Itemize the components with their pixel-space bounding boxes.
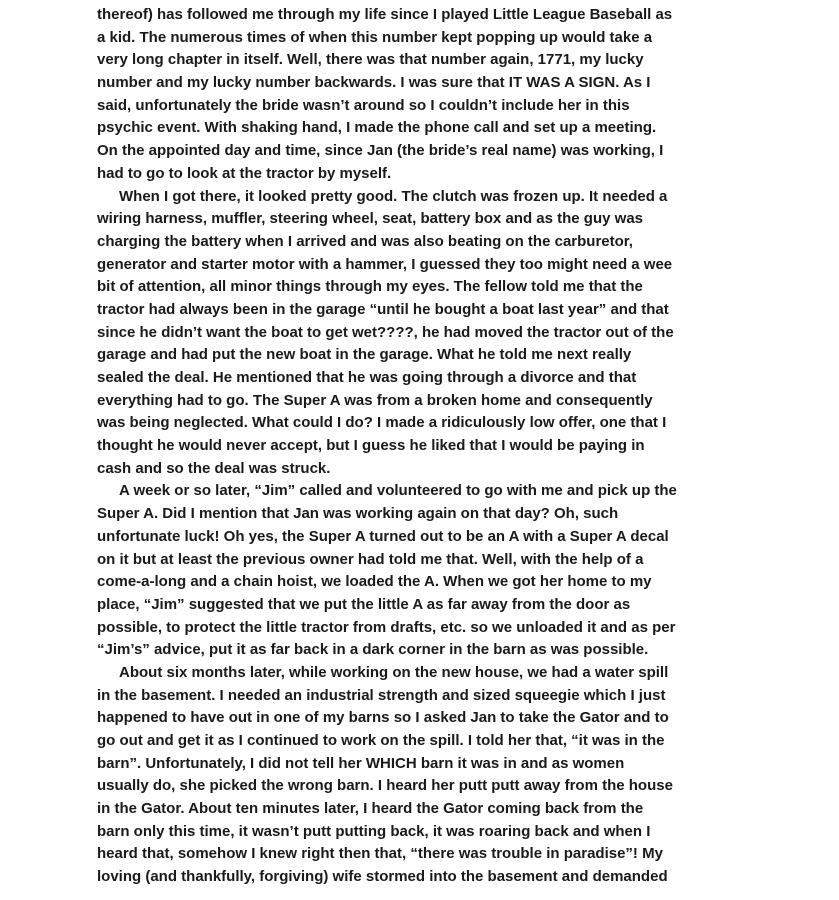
text-line: barn”. Unfortunately, I did not tell her WHICH barn it was in and as women bbox=[97, 754, 625, 772]
text-line: wiring harness, muffler, steering wheel, seat, battery box and as the guy was bbox=[97, 210, 643, 228]
text-line: in the basement. I needed an industrial strength and sized squeegie which I just bbox=[97, 686, 666, 704]
text-line: place, “Jim” suggested that we put the little A as far away from the door as bbox=[97, 595, 631, 613]
paragraph-first-line: A week or so later, “Jim” called and volunteered to go with me and pick up the bbox=[119, 482, 677, 500]
text-line: go out and get it as I continued to work on the spill. I told her that, “it was in the bbox=[97, 732, 665, 749]
text-line: On the appointed day and time, since Jan (the bride’s real name) was working, I bbox=[97, 142, 664, 160]
text-line: cash and so the deal was struck. bbox=[97, 459, 331, 477]
text-line: on it but at least the previous owner had told me that. Well, with the help of a bbox=[97, 550, 644, 568]
text-line: bit of attention, all minor things through my eyes. The fellow told me that the bbox=[97, 278, 643, 296]
text-line: thought he would never accept, but I guess he liked that I would be paying in bbox=[97, 437, 645, 455]
text-line: was being neglected. What could I do? I made a ridiculously low offer, one that I bbox=[97, 414, 667, 432]
text-line: come-a-long and a chain hoist, we loaded the A. When we got her home to my bbox=[97, 573, 652, 591]
text-line: everything had to go. The Super A was from a broken home and consequently bbox=[97, 391, 653, 409]
text-line: “Jim’s” advice, put it as far back in a dark corner in the barn as was possible. bbox=[97, 641, 649, 659]
text-line: had to go to look at the tractor by myself. bbox=[97, 164, 392, 182]
text-line: thereof) has followed me through my life since I played Little League Baseball as bbox=[97, 6, 673, 23]
text-line: psychic event. With shaking hand, I made the phone call and set up a meeting. bbox=[97, 119, 657, 137]
text-line: a kid. The numerous times of when this number kept popping up would take a bbox=[97, 28, 653, 46]
text-line: unfortunate luck! Oh yes, the Super A turned out to be an A with a Super A decal bbox=[97, 527, 669, 545]
body-text bbox=[97, 4, 767, 889]
text-line: generator and starter motor with a hammer, I guessed they too might need a wee bbox=[97, 255, 673, 273]
text-line: since he didn’t want the boat to get wet????, he had moved the tractor out of the bbox=[97, 323, 674, 341]
paragraph-first-line: About six months later, while working on the new house, we had a water spill bbox=[119, 663, 669, 681]
paragraph-first-line: When I got there, it looked pretty good. The clutch was frozen up. It needed a bbox=[119, 187, 668, 205]
text-line: tractor had always been in the garage “until he bought a boat last year” and that bbox=[97, 300, 669, 318]
text-line: charging the battery when I arrived and was also beating on the carburetor, bbox=[97, 232, 633, 250]
text-line: barn only this time, it wasn’t putt putting back, it was roaring back and when I bbox=[97, 822, 651, 840]
text-line: very long chapter in itself. Well, there was that number again, 1771, my lucky bbox=[97, 51, 644, 69]
text-line: happened to have out in one of my barns so I asked Jan to take the Gator and to bbox=[97, 709, 669, 727]
text-line: heard that, somehow I knew right then that, “there was trouble in paradise”! My bbox=[97, 845, 663, 863]
text-line: possible, to protect the little tractor from drafts, etc. so we unloaded it and as per bbox=[97, 618, 676, 636]
text-line: in the Gator. About ten minutes later, I heard the Gator coming back from the bbox=[97, 800, 644, 818]
text-line: number and my lucky number backwards. I was sure that IT WAS A SIGN. As I bbox=[97, 74, 651, 92]
text-line: said, unfortunately the bride wasn’t around so I couldn’t include her in this bbox=[97, 96, 630, 114]
text-line: Super A. Did I mention that Jan was working again on that day? Oh, such bbox=[97, 505, 619, 523]
text-line: sealed the deal. He mentioned that he was going through a divorce and that bbox=[97, 369, 637, 386]
text-line: usually do, she picked the wrong barn. I heard her putt putt away from the house bbox=[97, 777, 673, 795]
text-line: garage and had put the new boat in the garage. What he told me next really bbox=[97, 346, 632, 364]
text-line: loving (and thankfully, forgiving) wife stormed into the basement and demanded bbox=[97, 868, 668, 886]
